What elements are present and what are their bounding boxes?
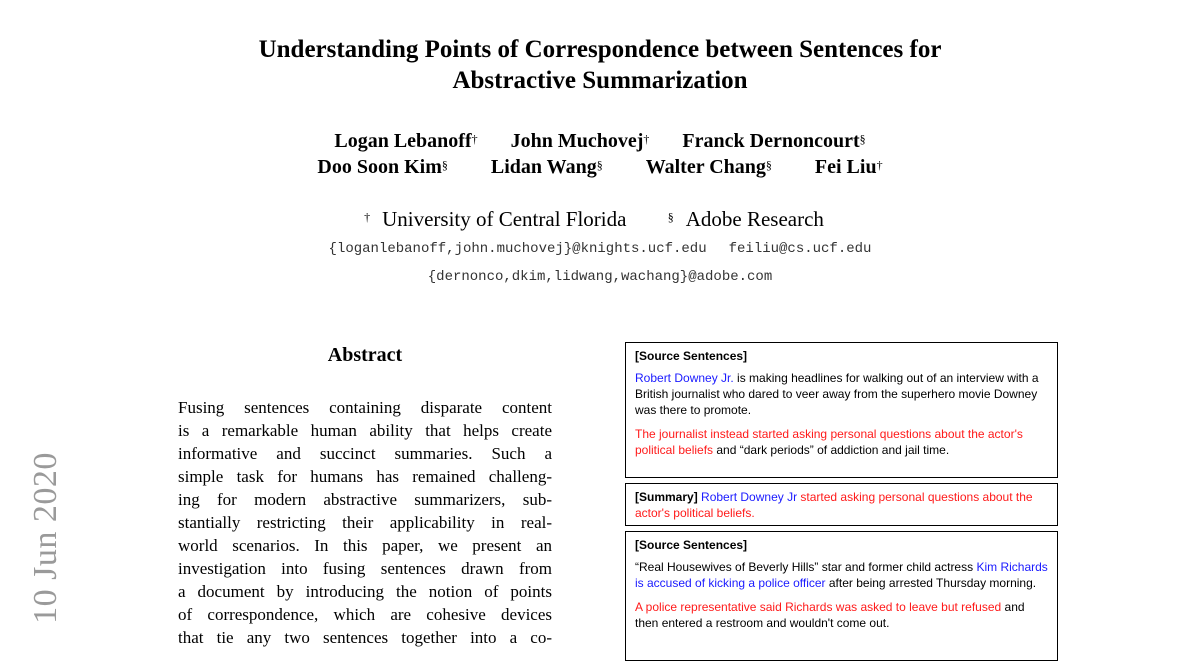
- abstract-line: Fusing sentences containing disparate content: [178, 398, 552, 417]
- abstract-line: that tie any two sentences together into a co-: [178, 628, 552, 647]
- title-line-1: Understanding Points of Correspondence between Sentences for: [258, 36, 942, 63]
- figure-source-box-1: [625, 342, 1058, 478]
- abstract-line: world scenarios. In this paper, we present an: [178, 536, 552, 555]
- highlight-blue: Robert Downey Jr.: [635, 371, 734, 385]
- abstract-heading: Abstract: [327, 344, 403, 366]
- box-header: [Summary]: [635, 490, 698, 504]
- abstract-line: ing for modern abstractive summarizers, sub-: [178, 490, 552, 509]
- figure-summary-box: [625, 483, 1058, 526]
- abstract-line: stantially restricting their applicability in real-: [178, 513, 552, 532]
- author-row-1: [0, 128, 1200, 155]
- source-sentence: Robert Downey Jr. is making headlines for walking out of an interview with a British journalist who dared to veer away from the superhero movie Downey was there to promote.: [635, 371, 1039, 417]
- author: Franck Dernoncourt§: [682, 130, 866, 152]
- author-list: [0, 128, 1200, 181]
- author: Walter Chang§: [645, 156, 772, 178]
- highlight-blue: Robert Downey Jr: [701, 490, 798, 504]
- arxiv-date: 10 Jun 2020: [27, 452, 65, 624]
- author: Logan Lebanoff†: [334, 130, 478, 152]
- email-line-2: {dernonco,dkim,lidwang,wachang}@adobe.com: [427, 269, 773, 285]
- source-sentence: A police representative said Richards was asked to leave but refused and then entered a restroom and wouldn't come out.: [635, 600, 1025, 630]
- abstract-text: [178, 396, 552, 648]
- box-header: [Source Sentences]: [635, 538, 748, 552]
- author: Fei Liu†: [814, 156, 883, 178]
- abstract-line: of correspondence, which are cohesive devices: [178, 605, 552, 624]
- author-row-2: [0, 154, 1200, 181]
- author: Lidan Wang§: [490, 156, 603, 178]
- title-line-2: Abstractive Summarization: [452, 67, 748, 94]
- highlight-red: started asking personal questions about the actor's political beliefs.: [635, 490, 1033, 520]
- email: feiliu@cs.ucf.edu: [728, 241, 872, 257]
- abstract-line: informative and succinct summaries. Such a: [178, 444, 552, 463]
- highlight-red: The journalist instead started asking personal questions about the actor's political beliefs: [635, 427, 1023, 457]
- abstract-line: simple task for humans has remained challeng-: [178, 467, 552, 486]
- source-sentence: “Real Housewives of Beverly Hills” star and former child actress Kim Richards is accused of kicking a police officer after being arrested Thursday morning.: [635, 560, 1048, 590]
- affiliations: [0, 206, 1200, 232]
- email: {loganlebanoff,john.muchovej}@knights.ucf.edu: [328, 241, 707, 257]
- abstract-line: a document by introducing the notion of points: [178, 582, 552, 601]
- highlight-red: A police representative said Richards was asked to leave but refused: [635, 600, 1002, 614]
- box-header: [Source Sentences]: [635, 349, 748, 363]
- arxiv-sideline: [0, 428, 94, 648]
- paper-title: [0, 34, 1200, 96]
- author: John Muchovej†: [510, 130, 650, 152]
- affiliation: † University of Central Florida: [364, 207, 627, 231]
- abstract-line: is a remarkable human ability that helps create: [178, 421, 552, 440]
- figure-source-box-2: [625, 531, 1058, 661]
- abstract-line: investigation into fusing sentences drawn from: [178, 559, 552, 578]
- source-sentence: The journalist instead started asking personal questions about the actor's political beliefs and “dark periods” of addiction and jail time.: [635, 427, 1023, 457]
- author: Doo Soon Kim§: [317, 156, 448, 178]
- affiliation: § Adobe Research: [667, 207, 824, 231]
- highlight-blue: Kim Richards is accused of kicking a police officer: [635, 560, 1048, 590]
- email-line-1: [0, 241, 1200, 257]
